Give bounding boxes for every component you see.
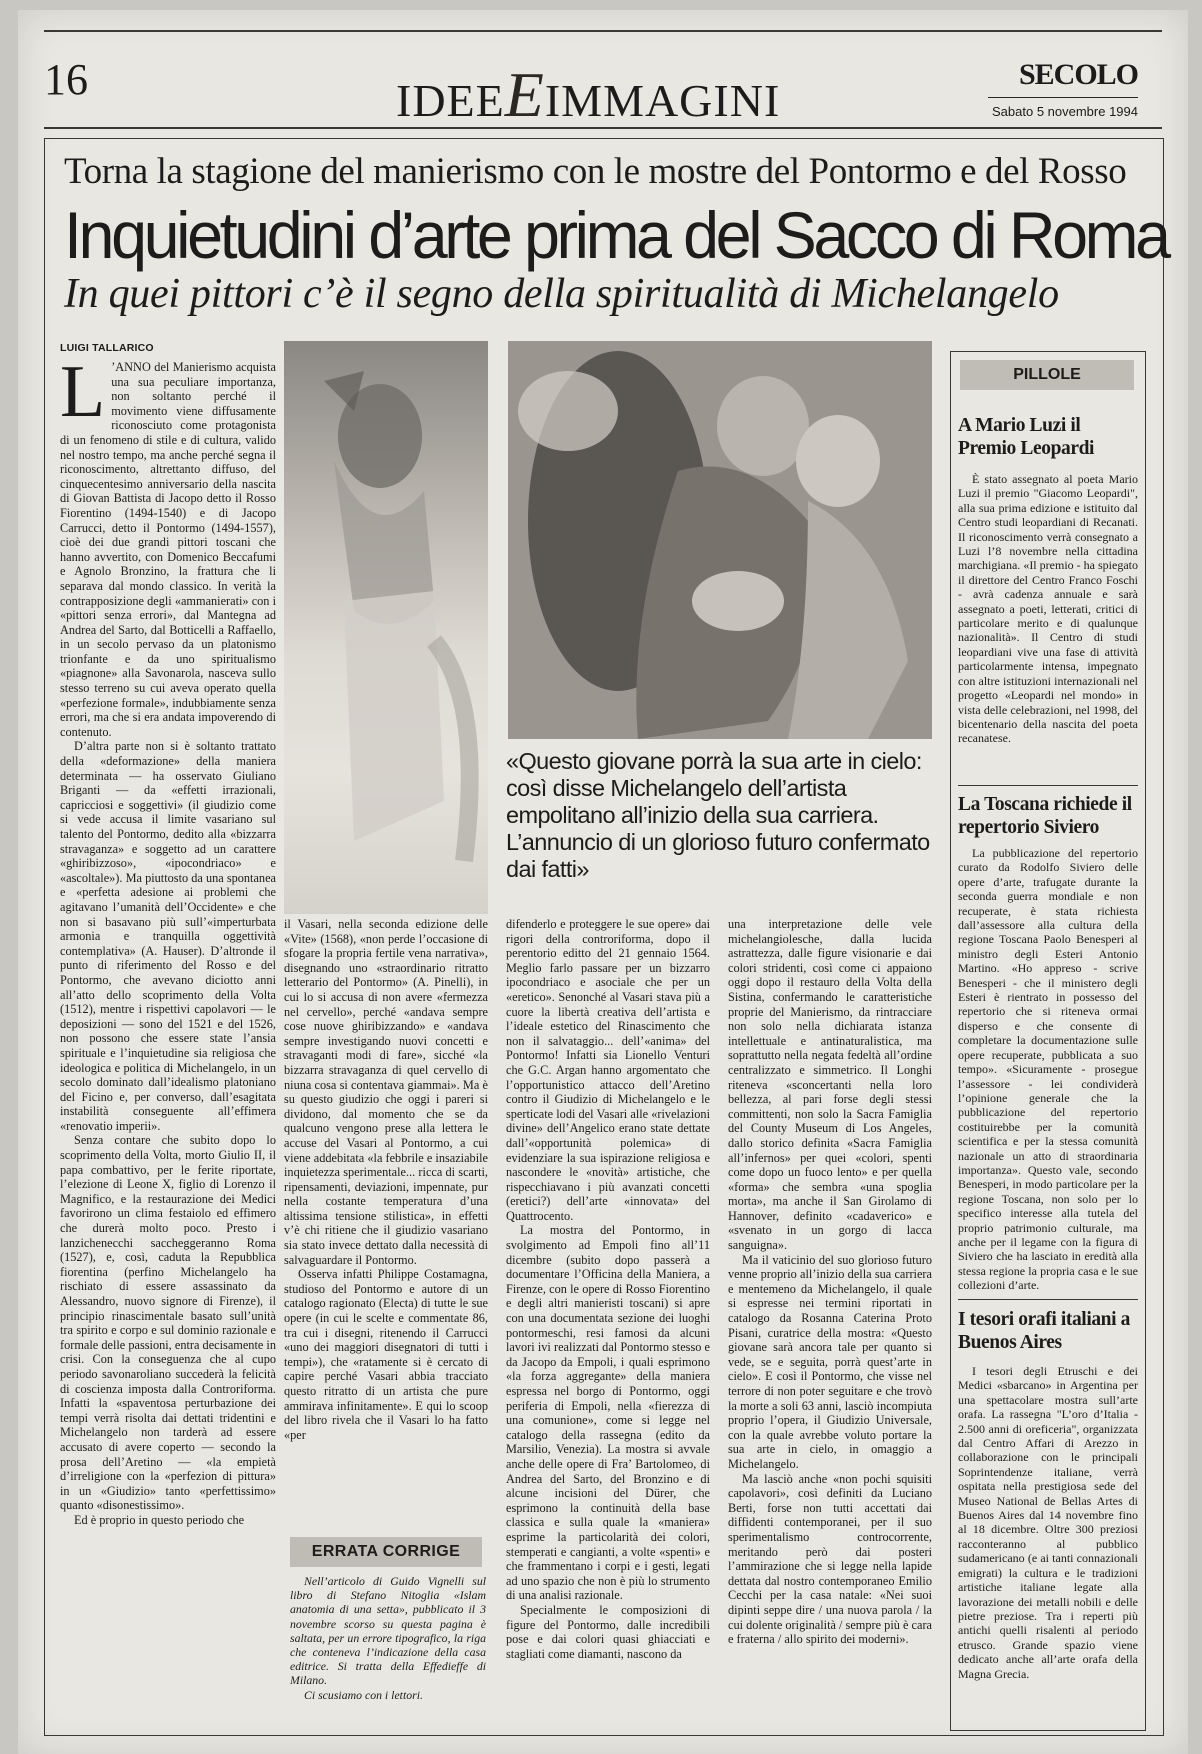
paragraph: Ci scusiamo con i lettori. xyxy=(304,1687,423,1702)
paragraph: Senza contare che subito dopo lo scoprimento della Volta, morto Giulio II, il papa combattivo, per le ferite riportate, l’elezione di Leone X, figlio di Lorenzo il Magnifico, e la restaurazione dei Medici favorirono un clima festaiolo ed effimero che durerà molto poco. Presto i lanzichenecchi saccheggeranno Roma (1527), e, così, caduta la Repubblica fiorentina (perfino Michelangelo ha rischiato di essere assassinato da Alessandro, nuovo signore di Firenze), il principio rinascimentale basato sull’unità tra spirito e corpo e sul dominio razionale e formale delle passioni, entra decisamente in crisi. Con la conseguenza che al cupo periodo savonaroliano succederà la felicità di coscienza imposta dalla Controriforma. Infatti la «spaventosa perturbazione dei tempi verrà risolta dai dettati tridentini e Michelangelo non tarderà ad essere accusato di avere coperto — secondo la prosa dell’Aretino — «la empietà d’irreligione con la «perfezion di pittura» in un «Giudizio» tanto «perfettissimo» quanto «disonestissimo». xyxy=(60,1133,276,1513)
visitation-figures-illustration xyxy=(508,341,932,739)
paragraph: difenderlo e proteggere le sue opere» dai rigori della controriforma, dopo il perentorio editto del 21 gennaio 1564. Meglio farlo passare per un bizzarro ipocondriaco e asociale che per un «eretico». Senonché al Vasari stava più a cuore la libertà creativa dell’artista e l’ideale estetico del Rinascimento che non il salvataggio... dell’«anima» del Pontormo! Infatti sia Lionello Venturi che G.C. Argan hanno argomentato che l’opportunistico attacco dell’Aretino contro il Giudizio di Michelangelo e le sperticate lodi del Vasari alle «rivelazioni divine» dell’Angelico erano state dettate dall’«opportunità polemica» di evidenziare la sua ispirazione religiosa e nascondere le «novità» artistiche, che rispecchiavano i più avanzati concetti (eretici?) dell’arte «innovata» del Quattrocento. xyxy=(506,917,710,1223)
logo-rule xyxy=(988,97,1138,98)
paragraph: Ma il vaticinio del suo glorioso futuro venne proprio all’inizio della sua carriera e mentemeno da Michelangelo, il quale si espresse nei termini riportati in catalogo da Rosanna Caterina Proto Pisani, curatrice della mostra: «Questo giovane sarà ancora tale per quanto si vede, se e seguita, porrà quest’arte in cielo». E così il Pontormo, che visse nel terrore di non poter seguitare e che trovò la morte a soli 63 anni, lasciò incompiuta proprio l’opera, il Giudizio Universale, con la quale avrebbe voluto portare la sua arte in cielo, in omaggio a Michelangelo. xyxy=(728,1252,932,1471)
article-column-2 xyxy=(284,917,488,1545)
pillole-label: PILLOLE xyxy=(960,360,1134,390)
article-column-3 xyxy=(506,917,710,1728)
errata-corrige-text xyxy=(290,1574,486,1702)
paragraph: Specialmente le composizioni di figure del Pontormo, dalle incredibili pose e dai colori quasi ghiacciati e stagliati come diamanti, nascono da xyxy=(506,1602,710,1661)
saint-figure-illustration xyxy=(284,341,488,914)
section-title-right: IMMAGINI xyxy=(544,75,781,126)
pontormo-visitation-painting-image xyxy=(508,341,932,739)
article-column-1 xyxy=(60,360,276,1728)
paragraph: Nell’articolo di Guido Vignelli sul libro di Stefano Nitoglia «Islam anatomia di una setta», pubblicato il 3 novembre scorso su questa pagina è saltata, per un errore tipografico, la riga che conteneva l’indicazione della casa editrice. Si tratta della Effedieffe di Milano. xyxy=(290,1574,486,1688)
pontormo-painting-saint-image xyxy=(284,341,488,914)
paragraph: Ma lasciò anche «non pochi squisiti capolavori», così definiti da Luciano Berti, forse non tutti accettati dai diffidenti contemporanei, per il suo sperimentalismo controcorrente, meritando però dai posteri l’ammirazione che si legge nella lapide dettata dal nostro contemporaneo Emilio Cecchi per la casa natale: «Nei suoi dipinti seppe dire / una nuova parola / la cui dolente originalità / sempre più è cara e fraterna / allo spirito dei moderni». xyxy=(728,1471,932,1647)
article-kicker: Torna la stagione del manierismo con le mostre del Pontormo e del Rosso xyxy=(64,151,1127,192)
paragraph: D’altra parte non si è soltanto trattato della «deformazione» della maniera determinata — ha osservato Giuliano Briganti — da «effetti irrazionali, capricciosi e soggettivi» (il giudizio come si vede accusa il limite vasariano sul talento del Pontormo, dedito alla «bizzarra stravaganza» e soggetto ad un carattere «ghiribizzoso», «ipocondriaco» e «ascoltale»). Ma piuttosto da una spontanea e «perfetta adesione ai problemi che agitavano l’umanità dell’Occidente» e che non si basavano più sull’«imperturbata armonia e tranquilla oggettività contemplativa» (A. Hauser). D’altronde il punto di riferimento del Rosso e del Pontormo, che avevano diciotto anni all’atto dello scoprimento della Volta (1512), mentre i rispettivi capolavori — le deposizioni — sono del 1521 e del 1526, non possono che essere state l’ansia spirituale e l’inquietudine sia religiosa che ideologica e politica di Michelangelo, in un secolo dominato dall’idealismo platoniano del Ficino e, per converso, dall’esagitata instabilità conseguente all’effimera «renovatio imperii». xyxy=(60,739,276,1133)
brief-body-luzi: È stato assegnato al poeta Mario Luzi il premio "Giacomo Leopardi", alla sua prima edizione e istituito dal Centro studi leopardiani di Recanati. Il riconoscimento verrà consegnato a Luzi l’8 novembre nella cittadina marchigiana. «Il premio - ha spiegato il direttore del Centro Franco Foschi - avrà cadenza annuale e sarà assegnato a poeti, letterati, critici di particolare merito e di qualunque nazionalità». Il Centro di studi leopardiani vive una fase di attività particolarmente intensa, impegnato con altre istituzioni internazionali nel progetto «Leopardi nel mondo» in vista delle celebrazioni, nel 1998, del bicentenario della nascita del poeta recanatese. xyxy=(958,472,1138,746)
paragraph: L ’ANNO del Manierismo acquista una sua peculiare importanza, non soltanto perché il movimento viene diffusamente riconosciuto come protagonista di un fenomeno di stile e di cultura, valido nel nostro tempo, ma anche perché segna il riconoscimento, altrettanto diffuso, del cinquecentesimo anniversario della nascita di Giovan Battista di Jacopo detto il Rosso Fiorentino (1494-1540) e di Jacopo Carrucci, detto il Pontormo (1494-1557), cioè dei due grandi pittori toscani che hanno avvertito, con Domenico Beccafumi e Agnolo Bronzino, la frattura che li separava dal mondo classico. In verità la contrapposizione degli «ammanierati» con i «pittori senza errori», dal Mantegna ad Andrea del Sarto, dal Botticelli a Raffaello, in un secolo pervaso da un platonismo trionfante e da uno spiritualismo «piagnone» alla Savonarola, nasceva sullo stesso terreno su cui aveva operato quella «perfezione formale», indubbiamente senza errori, ma che si era andata impoverendo di contenuto. xyxy=(60,360,276,739)
errata-corrige-label: ERRATA CORRIGE xyxy=(290,1537,482,1567)
paragraph: Ed è proprio in questo periodo che xyxy=(74,1512,245,1527)
drop-cap: L xyxy=(60,360,106,433)
article-headline: Inquietudini d’arte prima del Sacco di Roma xyxy=(64,198,1168,272)
brief-title-tesori: I tesori orafi italiani a Buenos Aires xyxy=(958,1309,1130,1353)
brief-body-toscana: La pubblicazione del repertorio curato da Rodolfo Siviero delle opere d’arte, trafugate durante la seconda guerra mondiale e non recuperate, è stata richiesta dall’assessore alla cultura della regione Toscana Paolo Benesperi al ministro degli Esteri Antonio Martino. «Ho appreso - scrive Benesperi - che il ministero degli Esteri è rientrato in possesso del repertorio che si riteneva ormai disperso e che consente di completare la documentazione sulle opere recuperate, pubblicata a suo tempo». «Sicuramente - prosegue l’assessore - lei condividerà l’opinione generale che la pubblicazione del repertorio costituirebbe per la comunità scientifica e per la stessa comunità nazionale un atto di straordinaria importanza». Questo vale, secondo Benesperi, in modo particolare per la regione Toscana, non solo per lo specifico interesse alla tutela del proprio patrimonio culturale, ma anche per il legame con la figura di Siviero che ha lasciato in eredità alla stessa regione la propria casa e le sue collezioni d’arte. xyxy=(958,846,1138,1293)
section-title xyxy=(396,59,836,130)
brief-separator xyxy=(958,1299,1138,1300)
brief-title-luzi: A Mario Luzi il Premio Leopardi xyxy=(958,415,1095,459)
paragraph: il Vasari, nella seconda edizione delle «Vite» (1568), «non perde l’occasione di sfogare la propria fertile vena narrativa», disegnando uno «straordinario ritratto letterario del Pontormo» (A. Pinelli), in cui lo si accusa di non avere «fermezza nel cervello», perché «andava sempre cose nuove ghiribizzando» e «andava sempre investigando nuovi concetti e stravaganti modi di fare», sicché «la bizzarra stravaganza di quel cervello di niuna cosa si contentava giammai». Ma è su questo giudizio che oggi i pareri si dividono, dal momento che se da qualcuno vengono prese alla lettera le accuse del Vasari al Pontormo, a cui viene addebitata «la febbrile e insaziabile inquietezza sperimentale... ricca di scarti, ripensamenti, deviazioni, impennate, pur nella costante temperatura d’una altissima tensione stilistica», in effetti v’è chi ritiene che il giudizio vasariano sia stato invece dettato dalla necessità di salvaguardare il Pontormo. xyxy=(284,917,488,1267)
issue-date: Sabato 5 novembre 1994 xyxy=(992,104,1138,119)
paragraph: una interpretazione delle vele michelangiolesche, dalla lucida astrattezza, dalle figure visionarie e dai colori stridenti, così come ci appaiono oggi dopo il restauro della Volta della Sistina, confermando le caratteristiche proprie del Manierismo, da rintracciare non solo nella dichiarata istanza intellettuale e antinaturalistica, ma soprattutto nella negata fedeltà all’ordine centralizzato e simmetrico. Il Longhi riteneva «sconcertanti nella loro bellezza, al pari forse degli stessi committenti, non solo la Sacra Famiglia del County Museum di Los Angeles, dallo storico definita «Sacra Famiglia all’infernos» per quei «colori, spenti come dopo un fuoco lento» e per quella «forma» che sembra «una spoglia morta», ma anche il San Girolamo di Hannover, definito «cadaverico» e «svenato in un gorgo di lacca sanguigna». xyxy=(728,917,932,1253)
article-byline: LUIGI TALLARICO xyxy=(60,342,154,354)
page-number: 16 xyxy=(44,55,88,104)
brief-title-toscana: La Toscana richiede il repertorio Siviero xyxy=(958,794,1132,838)
pull-quote: «Questo giovane porrà la sua arte in cielo: così disse Michelangelo dell’artista empolitano all’inizio della sua carriera. L’annuncio di un glorioso futuro confermato dai fatti» xyxy=(506,748,930,882)
section-title-left: IDEE xyxy=(396,75,505,126)
brief-body-tesori: I tesori degli Etruschi e dei Medici «sbarcano» in Argentina per una spettacolare mostra sull’arte orafa. La rassegna "L’oro d’Italia - 2.500 anni di oreficeria", organizzata dal Centro Affari di Arezzo in collaborazione con le principali Soprintendenze italiane, verrà ospitata nella prestigiosa sede del Museo National de Bellas Artes di Buenos Aires dal 14 novembre fino al 18 dicembre. Oltre 300 preziosi racconteranno al pubblico sudamericano (e ai tanti connazionali emigrati) la cultura e le tradizioni artistiche italiane legate alla lavorazione dei metalli nobili e delle pietre preziose. Tra i reperti più antichi quelli risalenti al periodo etrusco. Grande spazio viene dedicato anche all’arte orafa della Magna Grecia. xyxy=(958,1364,1138,1681)
top-rule xyxy=(44,30,1162,32)
article-column-4 xyxy=(728,917,932,1728)
brief-separator xyxy=(958,785,1138,786)
section-title-ornament: E xyxy=(504,59,545,130)
paragraph: La mostra del Pontormo, in svolgimento ad Empoli fino all’11 dicembre (subito dopo passerà a documentare l’Officina della Maniera, a Firenze, con le opere di Rosso Fiorentino e degli altri manieristi toscani) si apre con una documentata sezione dei luoghi pontormeschi, resi famosi da alcuni lavori ivi realizzati dal Pontormo stesso e da Jacopo da Empoli, i quali esprimono «la forza aggregante» della maniera espressa nel borgo di Pontormo, oggi periferia di Empoli, nella «fierezza di una comunione», come si legge nel catalogo della rassegna (edito da Marsilio, Venezia). La mostra si avvale anche delle opere di Fra’ Bartolomeo, di Andrea del Sarto, del Bronzino e di alcune incisioni del Dürer, che esprimono la continuità della base classica e sulla quale la «maniera» esprime la particolarità dei colori, stemperati e cangianti, a volte «spenti» e che frammentano i corpi e i gesti, legati ad uno spazio che non è più lo strumento di una analisi razionale. xyxy=(506,1223,710,1603)
header-rule xyxy=(44,127,1162,129)
paragraph: Osserva infatti Philippe Costamagna, studioso del Pontormo e autore di un catalogo ragionato (Electa) di tutte le sue opere (in cui le scelte e commentate 86, tra cui i disegni, ritenendo il Carrucci «uno dei maggiori disegnatori di tutti i tempi»), che «ratamente si è cercato di capire perché Vasari abbia tracciato questo ritratto di un artista che pure ammirava infinitamente». E qui lo scoop del libro rivela che il Vasari lo ha fatto «per xyxy=(284,1267,488,1442)
newspaper-logo: SECOLO xyxy=(1018,58,1138,91)
article-subhead: In quei pittori c’è il segno della spiritualità di Michelangelo xyxy=(64,271,1059,317)
